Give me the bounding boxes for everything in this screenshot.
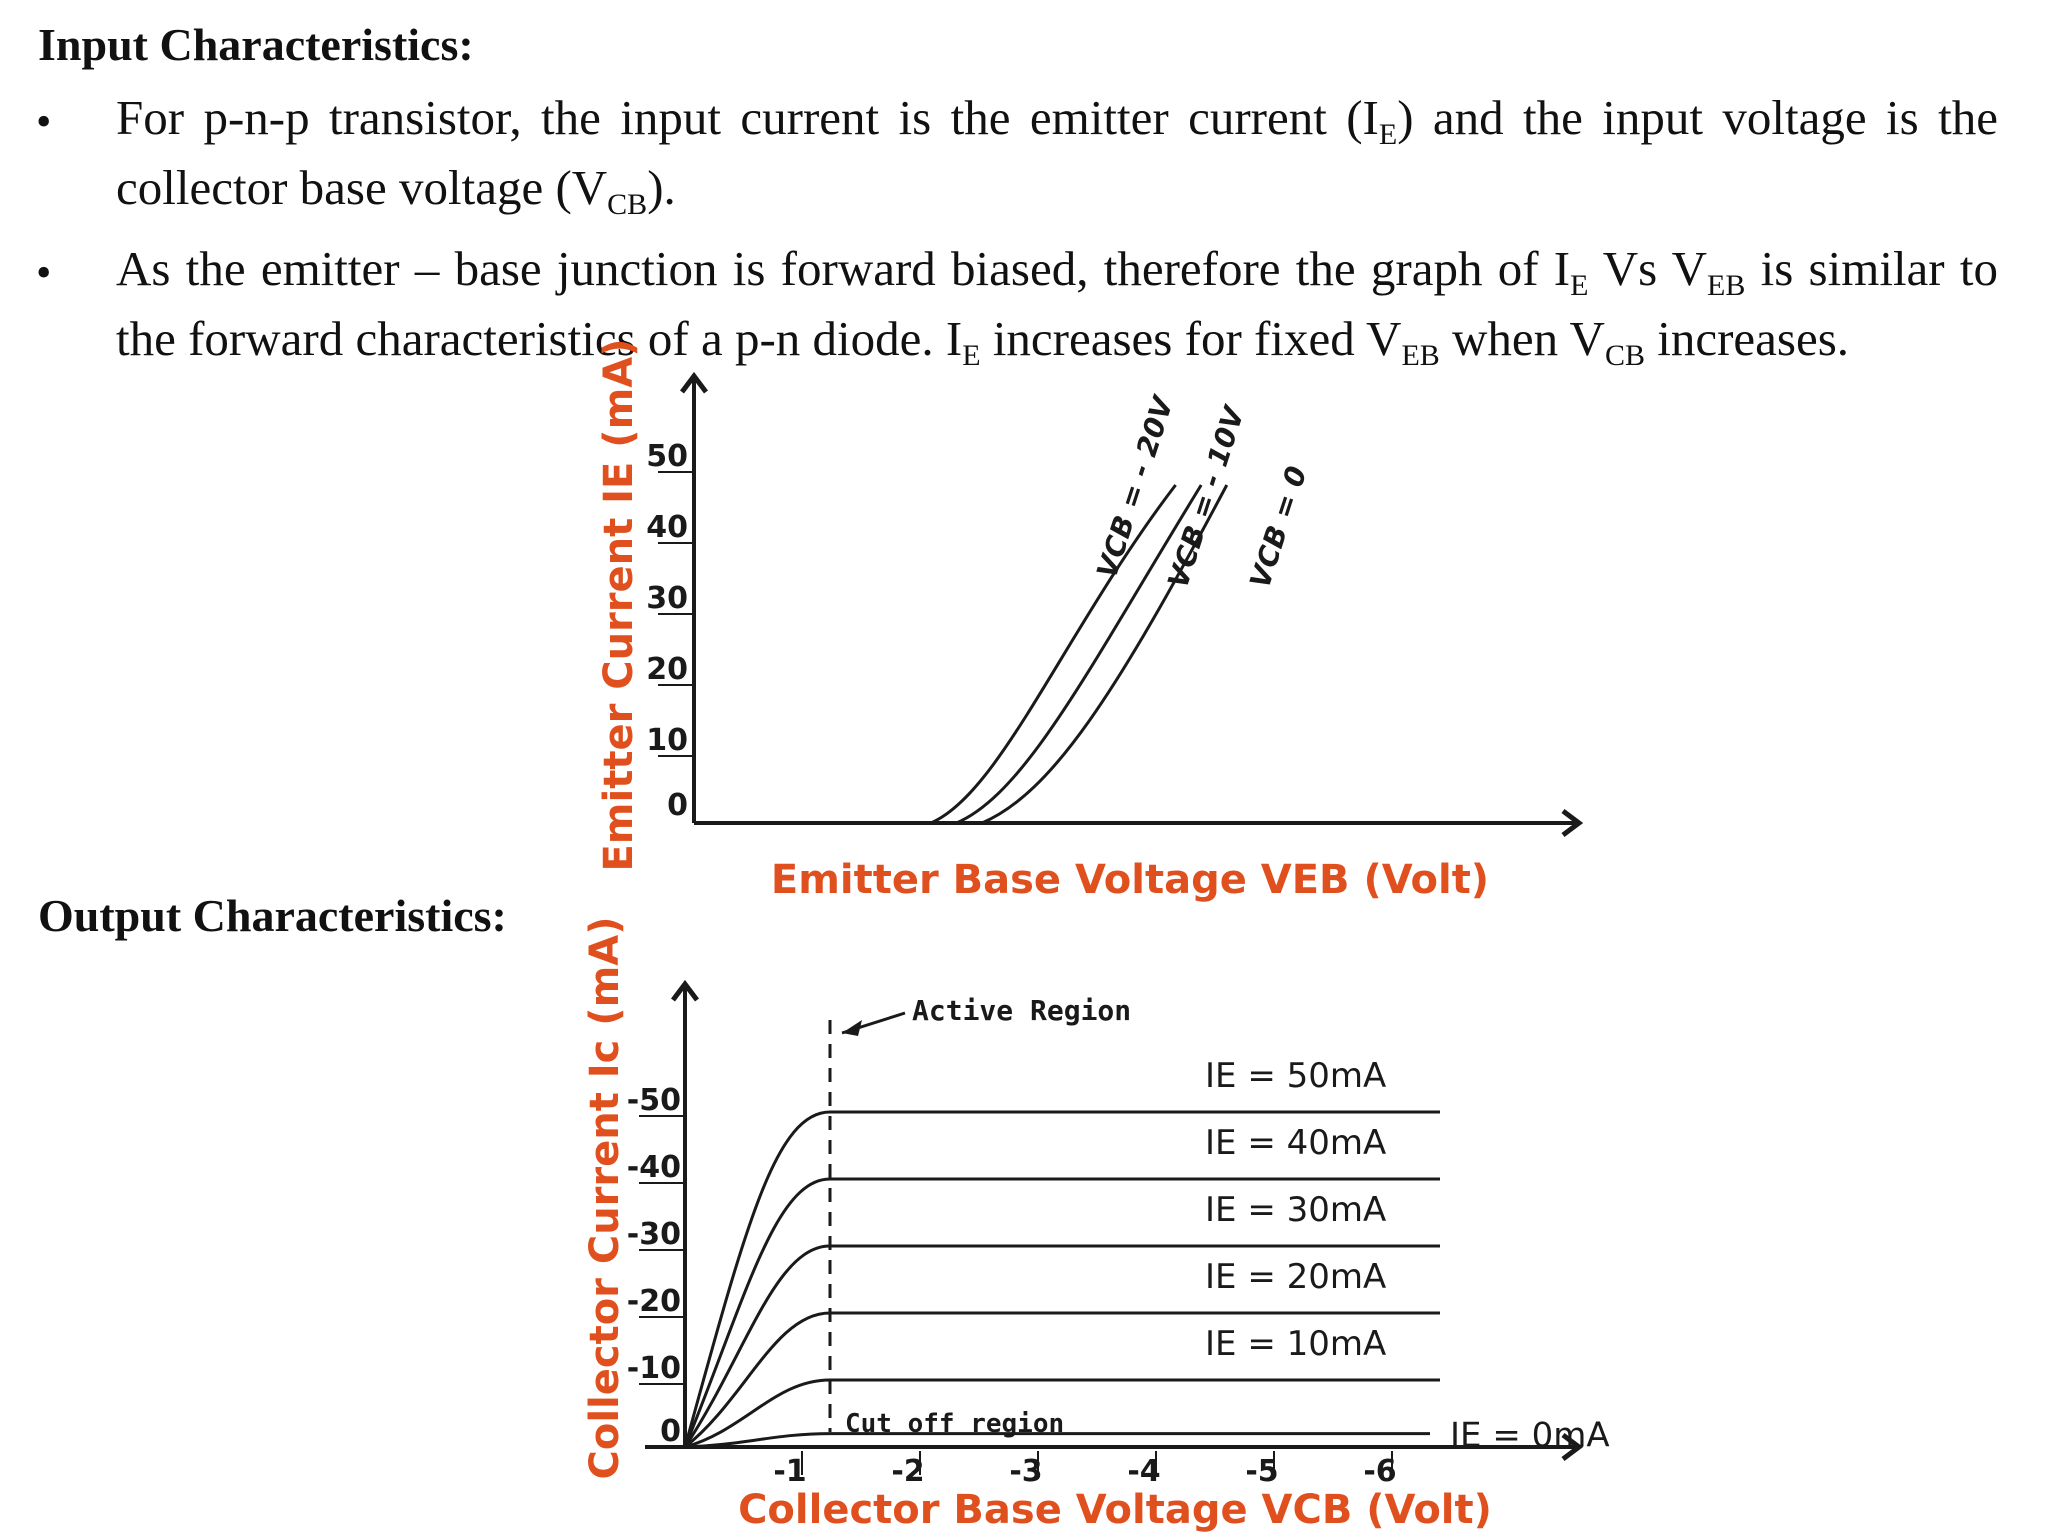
x-tick-label: -1	[773, 1454, 807, 1489]
y-tick-label: -50	[626, 1083, 681, 1118]
subscript: CB	[607, 188, 648, 221]
subscript: EB	[1707, 269, 1746, 302]
series-label: IE = 20mA	[1205, 1257, 1387, 1297]
text-run: As the emitter – base junction is forward biased, therefore the graph of I	[116, 241, 1571, 296]
subscript: E	[1570, 269, 1589, 302]
text-run: ) and the input voltage is the collector base voltage (V	[116, 90, 1998, 215]
subscript: E	[962, 339, 981, 372]
text-run: Vs V	[1588, 241, 1707, 296]
subscript: E	[1378, 118, 1398, 151]
text-run: is similar to the forward characteristics of a p-n diode. I	[116, 241, 1998, 366]
x-tick-label: -2	[891, 1454, 925, 1489]
bullet-marker: •	[36, 248, 52, 297]
active-region-label: Active Region	[912, 994, 1132, 1027]
curve-line	[931, 485, 1176, 823]
text-run: For p-n-p transistor, the input current is the emitter current (I	[116, 90, 1379, 145]
series-label: IE = 50mA	[1205, 1056, 1387, 1096]
y-tick-label: -40	[626, 1150, 681, 1185]
curve-label: VCB = 0	[1243, 462, 1314, 593]
series-label: IE = 0mA	[1450, 1415, 1610, 1456]
text-run: increases for fixed V	[980, 311, 1402, 366]
y-tick-label: -10	[626, 1351, 681, 1386]
subscript: EB	[1401, 339, 1440, 372]
y-tick-label: 10	[646, 723, 688, 758]
x-tick-label: -5	[1245, 1454, 1279, 1489]
bullet-marker: •	[36, 97, 52, 146]
y-tick-label: 0	[667, 788, 688, 823]
output-characteristics-chart	[582, 916, 1610, 1533]
y-tick-label: 20	[646, 652, 688, 687]
input-characteristics-heading: Input Characteristics:	[38, 19, 474, 70]
curve-label: VCB = - 10V	[1161, 402, 1251, 593]
x-axis-title: Collector Base Voltage VCB (Volt)	[738, 1487, 1492, 1533]
text-run: increases.	[1644, 311, 1850, 366]
series-label: IE = 40mA	[1205, 1123, 1387, 1163]
text-run: when V	[1439, 311, 1605, 366]
y-tick-label: -30	[626, 1217, 681, 1252]
curve-line	[956, 485, 1201, 823]
input-characteristics-chart	[596, 338, 1575, 903]
curve-label: VCB = - 20V	[1090, 392, 1180, 583]
subscript: CB	[1604, 339, 1645, 372]
series-label: IE = 10mA	[1205, 1324, 1387, 1364]
y-axis-title: Collector Current Ic (mA)	[582, 916, 628, 1480]
y-tick-label: 0	[660, 1414, 681, 1449]
y-tick-label: 30	[646, 581, 688, 616]
y-tick-label: 50	[646, 439, 688, 474]
cut-off-region-label: Cut off region	[845, 1409, 1065, 1439]
series-label: IE = 30mA	[1205, 1190, 1387, 1230]
y-axis-title: Emitter Current IE (mA)	[596, 338, 642, 872]
x-tick-label: -6	[1363, 1454, 1397, 1489]
output-characteristics-heading: Output Characteristics:	[38, 890, 507, 941]
x-tick-label: -3	[1009, 1454, 1043, 1489]
x-tick-label: -4	[1127, 1454, 1161, 1489]
x-axis-title: Emitter Base Voltage VEB (Volt)	[770, 857, 1490, 903]
y-tick-label: -20	[626, 1284, 681, 1319]
text-run: ).	[647, 160, 676, 215]
y-tick-label: 40	[646, 510, 688, 545]
